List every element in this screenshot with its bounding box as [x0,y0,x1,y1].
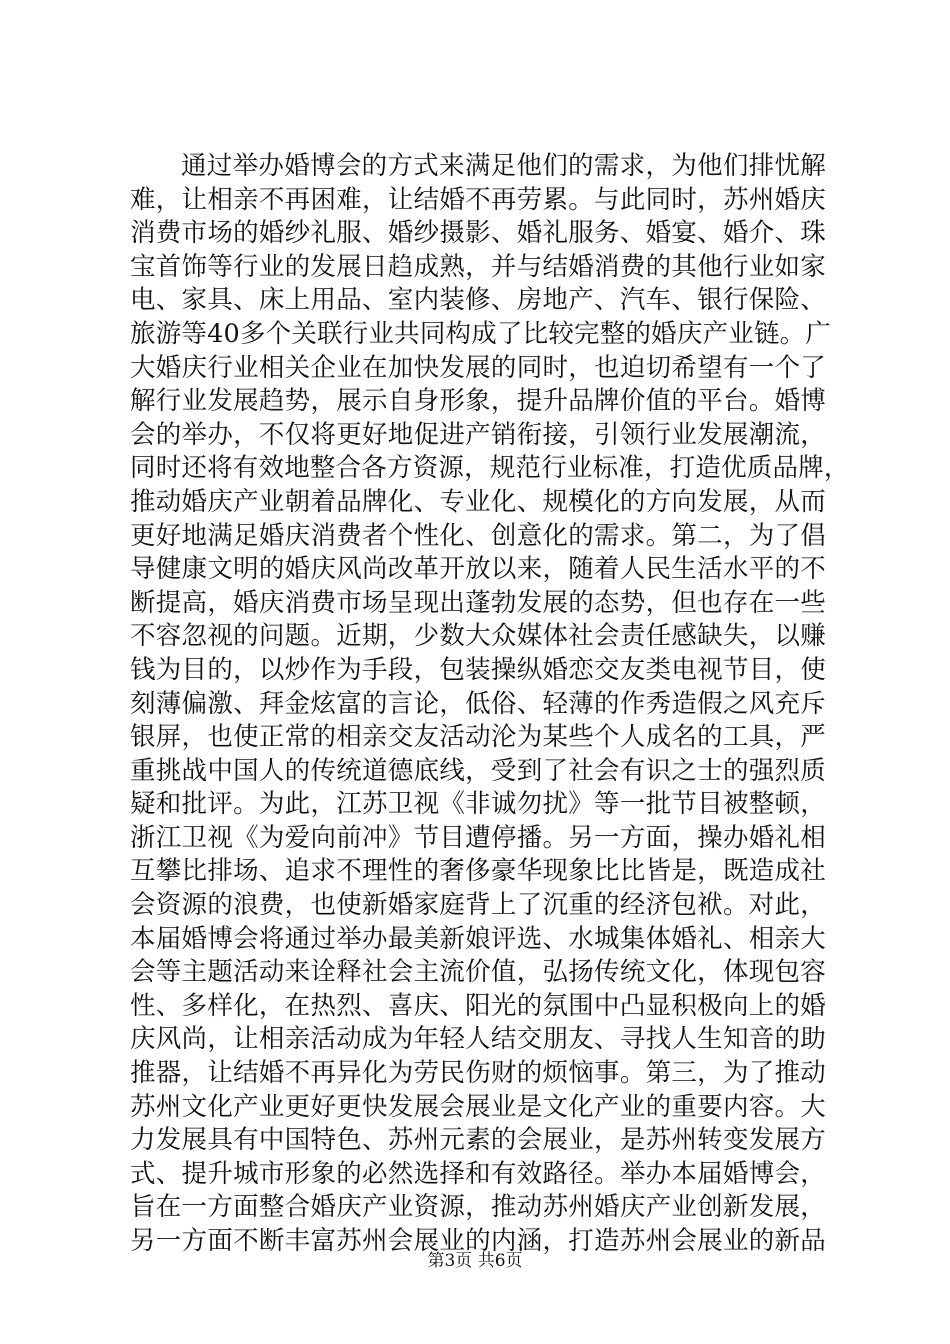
text-line: 疑和批评。为此，江苏卫视《非诚勿扰》等一批节目被整顿， [130,789,826,820]
text-line: 更好地满足婚庆消费者个性化、创意化的需求。第二，为了倡 [130,520,826,551]
text-line: 通过举办婚博会的方式来满足他们的需求，为他们排忧解 [181,151,826,181]
text-line: 推动婚庆产业朝着品牌化、专业化、规模化的方向发展，从而 [130,486,826,517]
text-line: 浙江卫视《为爱向前冲》节目遭停播。另一方面，操办婚礼相 [130,822,826,853]
page-number-footer: 第3页 共6页 [427,1251,523,1271]
text-line: 刻薄偏激、拜金炫富的言论，低俗、轻薄的作秀造假之风充斥 [130,688,826,719]
text-line: 宝首饰等行业的发展日趋成熟，并与结婚消费的其他行业如家 [130,251,826,282]
text-line: 推器，让结婚不再异化为劳民伤财的烦恼事。第三，为了推动 [130,1058,826,1089]
text-line: 式、提升城市形象的必然选择和有效路径。举办本届婚博会， [130,1158,826,1189]
text-line: 消费市场的婚纱礼服、婚纱摄影、婚礼服务、婚宴、婚介、珠 [130,218,826,249]
text-line: 苏州文化产业更好更快发展会展业是文化产业的重要内容。大 [130,1091,826,1122]
text-line: 会等主题活动来诠释社会主流价值，弘扬传统文化，体现包容 [130,957,826,988]
text-line: 银屏，也使正常的相亲交友活动沦为某些个人成名的工具，严 [130,722,826,753]
text-line: 旅游等40多个关联行业共同构成了比较完整的婚庆产业链。广 [130,318,832,349]
text-line: 解行业发展趋势，展示自身形象，提升品牌价值的平台。婚博 [130,386,826,417]
text-line: 性、多样化，在热烈、喜庆、阳光的氛围中凸显积极向上的婚 [130,990,826,1021]
text-line: 互攀比排场、追求不理性的奢侈豪华现象比比皆是，既造成社 [130,856,826,887]
text-line: 庆风尚，让相亲活动成为年轻人结交朋友、寻找人生知音的助 [130,1024,826,1055]
text-line: 会的举办，不仅将更好地促进产销衔接，引领行业发展潮流， [130,419,826,450]
text-line: 难，让相亲不再困难，让结婚不再劳累。与此同时，苏州婚庆 [130,184,826,215]
text-line: 重挑战中国人的传统道德底线，受到了社会有识之士的强烈质 [130,755,826,786]
text-line: 不容忽视的问题。近期，少数大众媒体社会责任感缺失，以赚 [130,621,826,652]
text-line: 同时还将有效地整合各方资源，规范行业标准，打造优质品牌， [130,453,850,484]
text-line: 钱为目的，以炒作为手段，包装操纵婚恋交友类电视节目，使 [130,654,826,685]
text-line: 力发展具有中国特色、苏州元素的会展业，是苏州转变发展方 [130,1125,826,1156]
text-line: 本届婚博会将通过举办最美新娘评选、水城集体婚礼、相亲大 [130,923,826,954]
body-paragraph [130,150,850,1259]
text-line: 断提高，婚庆消费市场呈现出蓬勃发展的态势，但也存在一些 [130,587,826,618]
text-line: 会资源的浪费，也使新婚家庭背上了沉重的经济包袱。对此， [130,890,826,921]
text-line: 另一方面不断丰富苏州会展业的内涵，打造苏州会展业的新品 [130,1226,826,1256]
text-line: 导健康文明的婚庆风尚改革开放以来，随着人民生活水平的不 [130,554,826,585]
text-line: 电、家具、床上用品、室内装修、房地产、汽车、银行保险、 [130,285,826,316]
text-line: 大婚庆行业相关企业在加快发展的同时，也迫切希望有一个了 [130,352,826,383]
text-line: 旨在一方面整合婚庆产业资源，推动苏州婚庆产业创新发展， [130,1192,826,1223]
